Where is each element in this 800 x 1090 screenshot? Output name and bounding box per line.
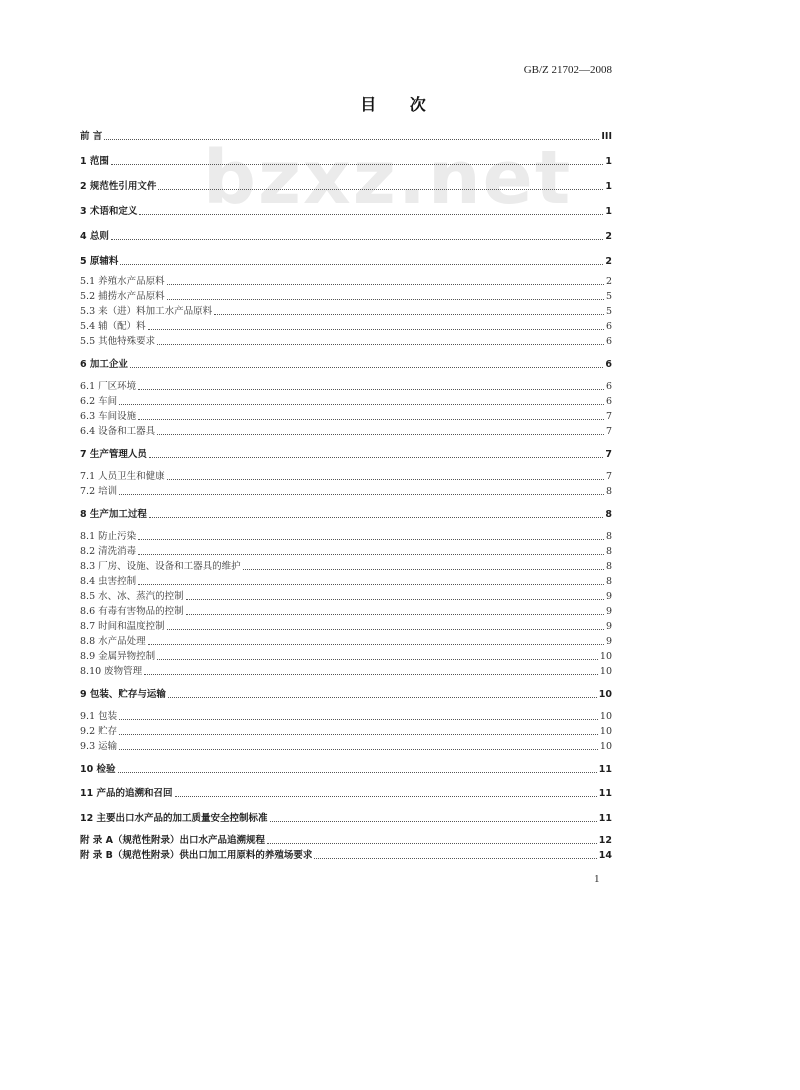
toc-entry-page: 10 xyxy=(599,741,612,752)
toc-dot-leader xyxy=(138,554,604,555)
toc-entry-page: 2 xyxy=(605,276,612,287)
toc-entry xyxy=(80,129,612,143)
toc-entry-title: 前 言 xyxy=(80,131,103,142)
toc-entry-title: 8.6 有毒有害物品的控制 xyxy=(80,606,184,617)
toc-entry xyxy=(80,559,612,573)
toc-entry-title: 附 录 B（规范性附录）供出口加工用原料的养殖场要求 xyxy=(80,850,313,861)
toc-dot-leader xyxy=(120,264,603,265)
toc-entry xyxy=(80,424,612,438)
toc-entry xyxy=(80,604,612,618)
toc-entry-title: 8.8 水产品处理 xyxy=(80,636,146,647)
toc-entry-title: 6.2 车间 xyxy=(80,396,118,407)
toc-entry-page: 1 xyxy=(605,206,612,217)
toc-entry-page: 11 xyxy=(598,788,612,799)
toc-entry-title: 8.7 时间和温度控制 xyxy=(80,621,165,632)
toc-entry xyxy=(80,664,612,678)
toc-dot-leader xyxy=(119,734,598,735)
toc-entry xyxy=(80,762,612,776)
toc-dot-leader xyxy=(175,796,597,797)
toc-entry-page: 6 xyxy=(605,359,612,370)
toc-entry-page: 6 xyxy=(605,381,612,392)
toc-entry-page: 8 xyxy=(605,486,612,497)
toc-entry-title: 9 包装、贮存与运输 xyxy=(80,689,166,700)
toc-entry-page: 6 xyxy=(605,396,612,407)
toc-entry-page: 1 xyxy=(605,181,612,192)
toc-entry-title: 9.3 运输 xyxy=(80,741,118,752)
page-number: 1 xyxy=(594,873,600,885)
toc-dot-leader xyxy=(148,329,604,330)
toc-entry xyxy=(80,833,612,847)
watermark: bzxz.net xyxy=(203,135,573,221)
toc-dot-leader xyxy=(243,569,604,570)
toc-dot-leader xyxy=(138,419,604,420)
toc-entry xyxy=(80,274,612,288)
toc-entry-page: 9 xyxy=(605,621,612,632)
toc-entry xyxy=(80,204,612,218)
toc-entry-page: 5 xyxy=(605,291,612,302)
toc-entry xyxy=(80,848,612,862)
toc-entry-page: 10 xyxy=(598,689,612,700)
toc-entry-title: 8.2 清洗消毒 xyxy=(80,546,137,557)
toc-entry xyxy=(80,304,612,318)
toc-dot-leader xyxy=(149,457,603,458)
toc-dot-leader xyxy=(167,629,604,630)
table-of-contents xyxy=(80,0,612,1090)
toc-entry-page: 9 xyxy=(605,636,612,647)
toc-entry-title: 2 规范性引用文件 xyxy=(80,181,157,192)
toc-entry xyxy=(80,254,612,268)
toc-entry-page: 9 xyxy=(605,606,612,617)
toc-dot-leader xyxy=(270,821,597,822)
toc-dot-leader xyxy=(158,189,603,190)
toc-entry xyxy=(80,544,612,558)
toc-entry-title: 6.1 厂区环境 xyxy=(80,381,137,392)
toc-dot-leader xyxy=(119,719,598,720)
toc-entry xyxy=(80,649,612,663)
toc-entry-page: 11 xyxy=(598,764,612,775)
toc-entry-title: 1 范围 xyxy=(80,156,109,167)
toc-dot-leader xyxy=(314,858,596,859)
toc-dot-leader xyxy=(168,697,597,698)
toc-entry xyxy=(80,379,612,393)
toc-entry-title: 8.5 水、冰、蒸汽的控制 xyxy=(80,591,184,602)
toc-entry xyxy=(80,507,612,521)
toc-dot-leader xyxy=(119,494,604,495)
toc-dot-leader xyxy=(157,344,604,345)
toc-entry-title: 8.3 厂房、设施、设备和工器具的维护 xyxy=(80,561,241,572)
toc-entry xyxy=(80,334,612,348)
toc-entry-title: 8 生产加工过程 xyxy=(80,509,147,520)
toc-entry-page: 11 xyxy=(598,813,612,824)
toc-entry xyxy=(80,484,612,498)
toc-entry xyxy=(80,154,612,168)
toc-dot-leader xyxy=(167,479,604,480)
toc-entry-page: 10 xyxy=(599,711,612,722)
toc-entry-page: 2 xyxy=(605,231,612,242)
toc-entry xyxy=(80,447,612,461)
toc-entry-page: 1 xyxy=(605,156,612,167)
toc-entry xyxy=(80,811,612,825)
toc-entry-title: 8.1 防止污染 xyxy=(80,531,137,542)
toc-entry-title: 8.10 废物管理 xyxy=(80,666,143,677)
toc-entry xyxy=(80,589,612,603)
toc-entry-page: 8 xyxy=(605,509,612,520)
toc-dot-leader xyxy=(118,772,597,773)
toc-dot-leader xyxy=(186,599,604,600)
toc-dot-leader xyxy=(167,299,604,300)
toc-dot-leader xyxy=(148,644,604,645)
toc-entry-title: 7 生产管理人员 xyxy=(80,449,147,460)
toc-dot-leader xyxy=(167,284,604,285)
toc-dot-leader xyxy=(130,367,603,368)
toc-entry xyxy=(80,357,612,371)
toc-entry xyxy=(80,786,612,800)
toc-entry-title: 9.2 贮存 xyxy=(80,726,118,737)
toc-dot-leader xyxy=(138,389,604,390)
toc-entry-page: 8 xyxy=(605,531,612,542)
toc-entry xyxy=(80,619,612,633)
toc-dot-leader xyxy=(149,517,603,518)
toc-entry xyxy=(80,409,612,423)
toc-entry xyxy=(80,469,612,483)
toc-entry-title: 3 术语和定义 xyxy=(80,206,138,217)
toc-entry-title: 4 总则 xyxy=(80,231,109,242)
toc-entry-page: 10 xyxy=(599,651,612,662)
toc-entry-title: 6 加工企业 xyxy=(80,359,128,370)
toc-entry xyxy=(80,229,612,243)
toc-entry-page: 7 xyxy=(605,411,612,422)
toc-dot-leader xyxy=(186,614,604,615)
toc-entry-title: 5 原辅料 xyxy=(80,256,119,267)
toc-entry-page: 6 xyxy=(605,336,612,347)
toc-entry-title: 5.5 其他特殊要求 xyxy=(80,336,156,347)
toc-entry-page: 5 xyxy=(605,306,612,317)
toc-entry xyxy=(80,634,612,648)
toc-entry xyxy=(80,724,612,738)
toc-dot-leader xyxy=(157,434,604,435)
page-title: 目 次 xyxy=(360,95,440,114)
toc-dot-leader xyxy=(111,164,603,165)
toc-entry-page: 10 xyxy=(599,666,612,677)
toc-entry-title: 10 检验 xyxy=(80,764,116,775)
toc-entry xyxy=(80,687,612,701)
toc-entry-page: 7 xyxy=(605,449,612,460)
toc-entry-page: 9 xyxy=(605,591,612,602)
toc-entry-title: 5.3 来（进）料加工水产品原料 xyxy=(80,306,213,317)
toc-entry-page: 7 xyxy=(605,426,612,437)
toc-entry xyxy=(80,289,612,303)
toc-dot-leader xyxy=(111,239,603,240)
toc-entry-title: 8.9 金属异物控制 xyxy=(80,651,156,662)
toc-dot-leader xyxy=(119,404,604,405)
toc-entry xyxy=(80,319,612,333)
toc-entry-title: 7.2 培训 xyxy=(80,486,118,497)
toc-entry-title: 9.1 包装 xyxy=(80,711,118,722)
toc-entry-page: 8 xyxy=(605,561,612,572)
standard-code: GB/Z 21702—2008 xyxy=(523,64,612,76)
toc-entry-title: 6.4 设备和工器具 xyxy=(80,426,156,437)
toc-entry-page: 10 xyxy=(599,726,612,737)
toc-dot-leader xyxy=(144,674,598,675)
toc-dot-leader xyxy=(157,659,598,660)
toc-entry-title: 7.1 人员卫生和健康 xyxy=(80,471,165,482)
toc-entry-page: 8 xyxy=(605,576,612,587)
toc-entry xyxy=(80,574,612,588)
toc-entry-page: 6 xyxy=(605,321,612,332)
toc-entry-page: 12 xyxy=(598,835,612,846)
toc-entry xyxy=(80,179,612,193)
toc-entry-title: 8.4 虫害控制 xyxy=(80,576,137,587)
toc-entry-title: 5.4 辅（配）料 xyxy=(80,321,146,332)
toc-entry xyxy=(80,394,612,408)
toc-entry-page: III xyxy=(601,131,612,142)
toc-entry-title: 5.2 捕捞水产品原料 xyxy=(80,291,165,302)
toc-entry-page: 7 xyxy=(605,471,612,482)
toc-dot-leader xyxy=(104,139,599,140)
toc-entry xyxy=(80,709,612,723)
toc-entry-title: 6.3 车间设施 xyxy=(80,411,137,422)
toc-entry-title: 12 主要出口水产品的加工质量安全控制标准 xyxy=(80,813,268,824)
toc-entry xyxy=(80,739,612,753)
toc-entry-title: 5.1 养殖水产品原料 xyxy=(80,276,165,287)
toc-dot-leader xyxy=(138,584,604,585)
toc-dot-leader xyxy=(267,843,597,844)
toc-entry-page: 2 xyxy=(605,256,612,267)
toc-entry-page: 14 xyxy=(598,850,612,861)
toc-entry xyxy=(80,529,612,543)
toc-dot-leader xyxy=(214,314,604,315)
toc-dot-leader xyxy=(119,749,598,750)
toc-dot-leader xyxy=(138,539,604,540)
toc-dot-leader xyxy=(139,214,603,215)
toc-entry-title: 附 录 A（规范性附录）出口水产品追溯规程 xyxy=(80,835,265,846)
toc-entry-title: 11 产品的追溯和召回 xyxy=(80,788,173,799)
toc-entry-page: 8 xyxy=(605,546,612,557)
